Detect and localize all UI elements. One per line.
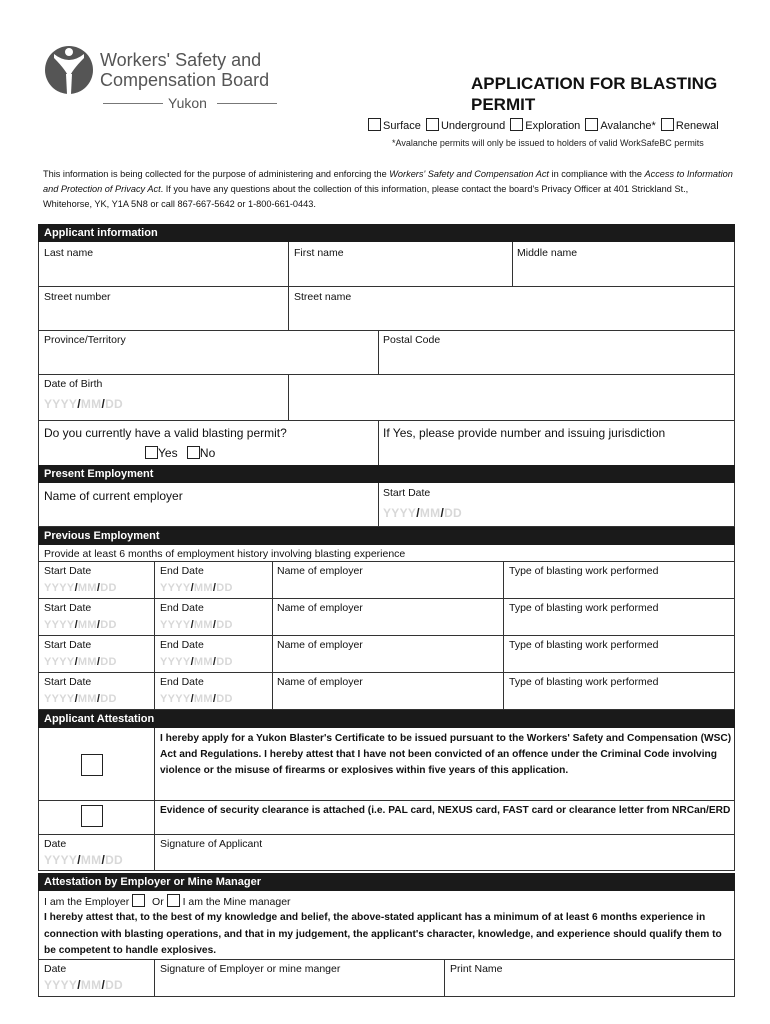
label-date-of-birth: Date of Birth — [44, 378, 103, 390]
permit-yes-no: Yes No — [145, 446, 215, 460]
checkbox-attest-application[interactable] — [81, 754, 103, 776]
permit-type-avalanche: Avalanche* — [600, 120, 656, 132]
org-name-line1: Workers' Safety and — [100, 50, 262, 70]
avalanche-note: *Avalanche permits will only be issued to holders of valid WorkSafeBC permits — [392, 138, 704, 148]
label-print-name: Print Name — [450, 963, 503, 975]
attest-text-application: I hereby apply for a Yukon Blaster's Certificate to be issued pursuant to the Workers' Safety and Compensation (WSC) Act and Regulations. I hereby attest that I have not been convicted of an offence under the Criminal Code involving violence or the misuse of firearms or explosives within five years of this application. — [160, 733, 732, 776]
label-province: Province/Territory — [44, 334, 126, 346]
checkbox-permit-no[interactable] — [187, 446, 200, 459]
section-applicant-information: Applicant information — [38, 224, 735, 242]
org-divider-right — [217, 103, 277, 104]
permit-type-exploration: Exploration — [525, 120, 581, 132]
label-permit-jurisdiction: If Yes, please provide number and issuing jurisdiction — [383, 426, 666, 440]
prev-start-label: Start Date — [44, 676, 92, 688]
prev-end-date-hint[interactable]: YYYY/MM/DD — [160, 619, 233, 631]
permit-type-row — [368, 118, 721, 132]
section-present-employment: Present Employment — [38, 465, 735, 483]
checkbox-exploration[interactable] — [510, 118, 523, 131]
label-valid-permit-question: Do you currently have a valid blasting permit? — [44, 426, 287, 440]
label-street-name: Street name — [294, 291, 352, 303]
prev-start-date-hint[interactable]: YYYY/MM/DD — [44, 656, 117, 668]
label-first-name: First name — [294, 247, 344, 259]
label-attest-date: Date — [44, 838, 67, 850]
prev-type-label: Type of blasting work performed — [509, 602, 659, 614]
prev-end-date-hint[interactable]: YYYY/MM/DD — [160, 693, 233, 705]
section-applicant-attestation: Applicant Attestation — [38, 710, 735, 728]
form-title: APPLICATION FOR BLASTING PERMIT — [471, 74, 718, 114]
section-previous-employment: Previous Employment — [38, 527, 735, 545]
checkbox-renewal[interactable] — [661, 118, 674, 131]
prev-start-label: Start Date — [44, 639, 92, 651]
org-name-line3: Yukon — [168, 95, 207, 111]
section-employer-attestation: Attestation by Employer or Mine Manager — [38, 873, 735, 891]
label-postal-code: Postal Code — [383, 334, 441, 346]
label-street-number: Street number — [44, 291, 111, 303]
permit-type-underground: Underground — [440, 120, 506, 132]
wscb-logo — [44, 44, 94, 96]
dob-date-hint[interactable]: YYYY/MM/DD — [44, 397, 124, 411]
privacy-intro: This information is being collected for the purpose of administering and enforcing the Workers' Safety and Compensation Act in compliance with the Access to Information and Protection of Privacy Act. If you have any questions about the collection of this information, please contact the board's Privacy Officer at 401 Strickland St., Whitehorse, YK, Y1A 5N8 or call 867-667-5642 or 1-800-661-0443. — [43, 169, 733, 209]
prev-end-label: End Date — [160, 565, 204, 577]
prev-start-label: Start Date — [44, 565, 92, 577]
permit-type-renewal: Renewal — [675, 120, 719, 132]
prev-end-label: End Date — [160, 639, 204, 651]
label-middle-name: Middle name — [517, 247, 578, 259]
prev-type-label: Type of blasting work performed — [509, 565, 659, 577]
prev-end-label: End Date — [160, 602, 204, 614]
prev-start-label: Start Date — [44, 602, 92, 614]
prev-type-label: Type of blasting work performed — [509, 676, 659, 688]
checkbox-underground[interactable] — [426, 118, 439, 131]
previous-note: Provide at least 6 months of employment history involving blasting experience — [44, 548, 406, 560]
org-name-line2: Compensation Board — [100, 70, 270, 90]
prev-employer-label: Name of employer — [277, 676, 363, 688]
prev-employer-label: Name of employer — [277, 565, 363, 577]
label-employer-date: Date — [44, 963, 67, 975]
prev-type-label: Type of blasting work performed — [509, 639, 659, 651]
org-divider-left — [103, 103, 163, 104]
checkbox-i-am-employer[interactable] — [132, 894, 145, 907]
label-employer-signature: Signature of Employer or mine manger — [160, 963, 341, 975]
prev-end-date-hint[interactable]: YYYY/MM/DD — [160, 656, 233, 668]
checkbox-avalanche[interactable] — [585, 118, 598, 131]
employer-attest-text: I hereby attest that, to the best of my knowledge and belief, the above-stated applicant has a minimum of at least 6 months experience in connection with blasting operations, and that in my judgement, the applicant's character, knowledge, and experience should qualify them to be competent to handle explosives. — [44, 912, 722, 956]
prev-employer-label: Name of employer — [277, 602, 363, 614]
employer-date-hint[interactable]: YYYY/MM/DD — [44, 978, 124, 992]
checkbox-permit-yes[interactable] — [145, 446, 158, 459]
checkbox-attest-security[interactable] — [81, 805, 103, 827]
checkbox-i-am-mine-manager[interactable] — [167, 894, 180, 907]
label-applicant-signature: Signature of Applicant — [160, 838, 263, 850]
prev-start-date-hint[interactable]: YYYY/MM/DD — [44, 693, 117, 705]
prev-end-date-hint[interactable]: YYYY/MM/DD — [160, 582, 233, 594]
present-start-date-hint[interactable]: YYYY/MM/DD — [383, 506, 463, 520]
employer-role-row: I am the Employer Or I am the Mine manager — [44, 896, 291, 908]
attest-date-hint[interactable]: YYYY/MM/DD — [44, 853, 124, 867]
permit-type-surface: Surface — [383, 120, 421, 132]
prev-employer-label: Name of employer — [277, 639, 363, 651]
label-present-start-date: Start Date — [383, 487, 431, 499]
attest-text-security: Evidence of security clearance is attached (i.e. PAL card, NEXUS card, FAST card or clearance letter from NRCan/ERD — [160, 805, 731, 816]
prev-start-date-hint[interactable]: YYYY/MM/DD — [44, 619, 117, 631]
label-last-name: Last name — [44, 247, 94, 259]
prev-end-label: End Date — [160, 676, 204, 688]
label-current-employer: Name of current employer — [44, 489, 183, 503]
checkbox-surface[interactable] — [368, 118, 381, 131]
prev-start-date-hint[interactable]: YYYY/MM/DD — [44, 582, 117, 594]
